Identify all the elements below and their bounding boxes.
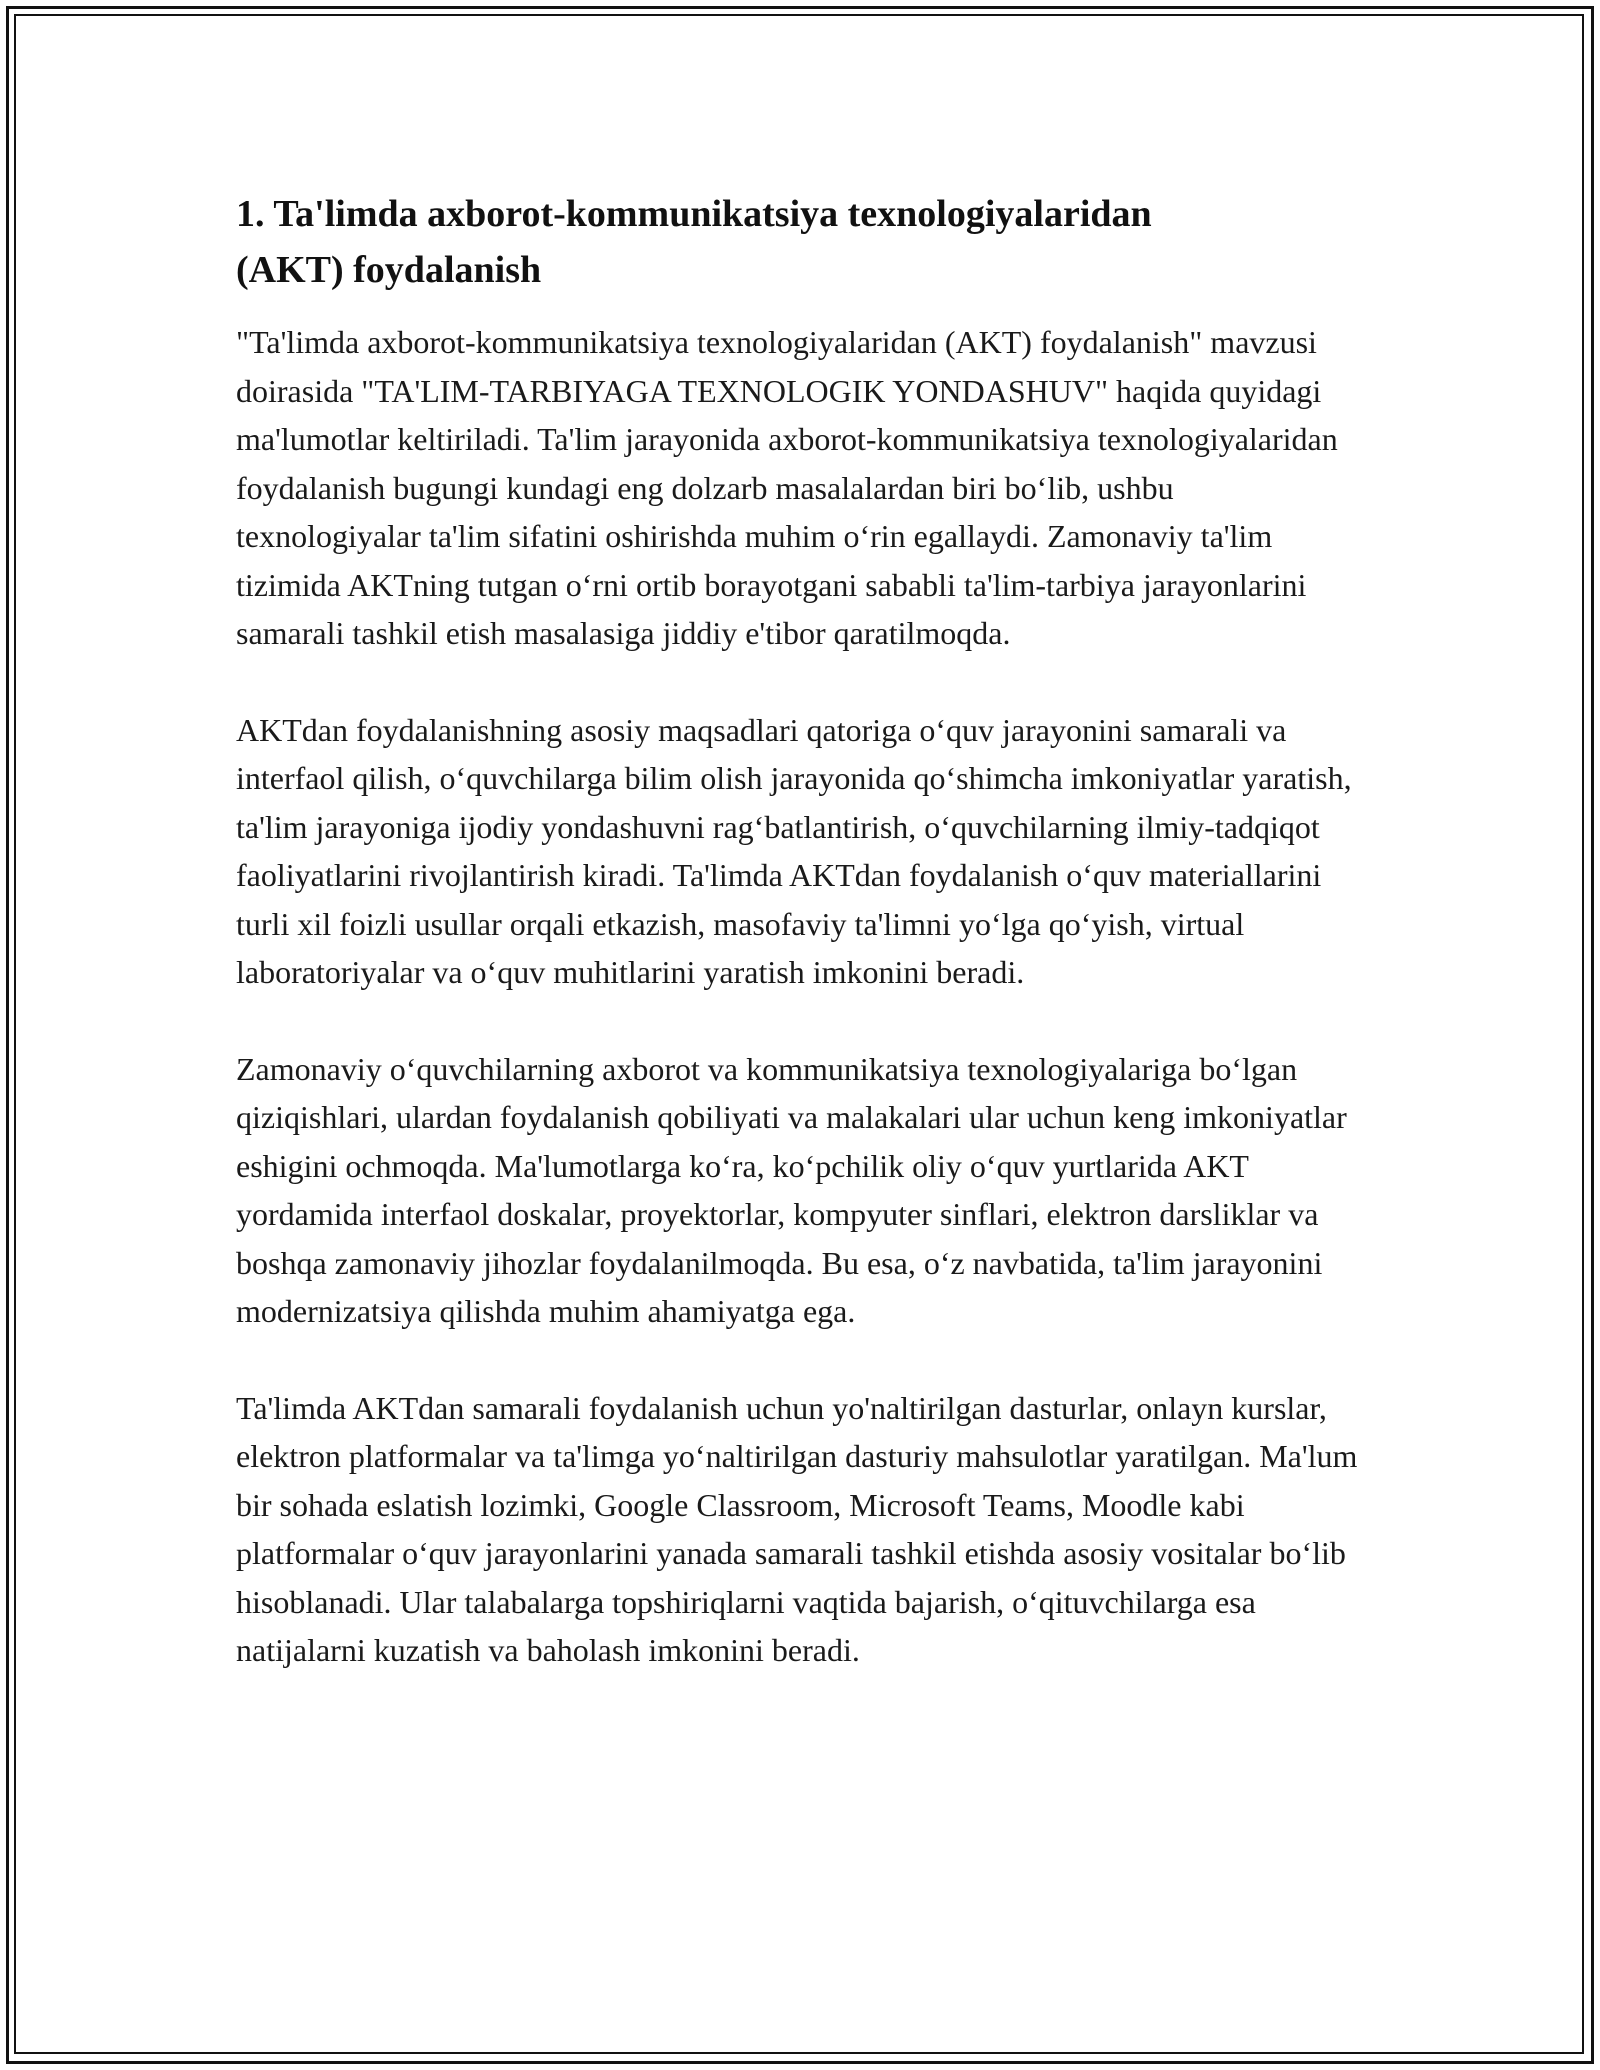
paragraph-3: Zamonaviy o‘quvchilarning axborot va kommunikatsiya texnologiyalariga bo‘lgan qiziqishlari, ulardan foydalanish qobiliyati va malakalari ular uchun keng imkoniyatlar eshigini ochmoqda. Ma'lumotlarga ko‘ra, ko‘pchilik oliy o‘quv yurtlarida AKT yordamida interfaol doskalar, proyektorlar, kompyuter sinflari, elektron darsliklar va boshqa zamonaviy jihozlar foydalanilmoqda. Bu esa, o‘z navbatida, ta'lim jarayonini modernizatsiya qilishda muhim ahamiyatga ega. xyxy=(236,1050,1347,1329)
section-heading xyxy=(236,186,1366,298)
paragraph-2: AKTdan foydalanishning asosiy maqsadlari qatoriga o‘quv jarayonini samarali va interfaol qilish, o‘quvchilarga bilim olish jarayonida qo‘shimcha imkoniyatlar yaratish, ta'lim jarayoniga ijodiy yondashuvni rag‘batlantirish, o‘quvchilarning ilmiy-tadqiqot faoliyatlarini rivojlantirish kiradi. Ta'limda AKTdan foydalanish o‘quv materiallarini turli xil foizli usullar orqali etkazish, masofaviy ta'limni yo‘lga qo‘yish, virtual laboratoriyalar va o‘quv muhitlarini yaratish imkonini beradi. xyxy=(236,711,1352,990)
section-heading-line-2: (AKT) foydalanish xyxy=(236,249,542,291)
paragraph-4: Ta'limda AKTdan samarali foydalanish uchun yo'naltirilgan dasturlar, onlayn kurslar, elektron platformalar va ta'limga yo‘naltirilgan dasturiy mahsulotlar yaratilgan. Ma'lum bir sohada eslatish lozimki, Google Classroom, Microsoft Teams, Moodle kabi platformalar o‘quv jarayonlarini yanada samarali tashkil etishda asosiy vositalar bo‘lib hisoblanadi. Ular talabalarga topshiriqlarni vaqtida bajarish, o‘qituvchilarga esa natijalarni kuzatish va baholash imkonini beradi. xyxy=(236,1389,1358,1668)
section-heading-line-1: 1. Ta'limda axborot-kommunikatsiya texnologiyalaridan xyxy=(236,193,1152,235)
document-body xyxy=(236,186,1366,1675)
paragraph-1: "Ta'limda axborot-kommunikatsiya texnologiyalaridan (AKT) foydalanish" mavzusi doirasida "TA'LIM-TARBIYAGA TEXNOLOGIK YONDASHUV" haqida quyidagi ma'lumotlar keltiriladi. Ta'lim jarayonida axborot-kommunikatsiya texnologiyalaridan foydalanish bugungi kundagi eng dolzarb masalalardan biri bo‘lib, ushbu texnologiyalar ta'lim sifatini oshirishda muhim o‘rin egallaydi. Zamonaviy ta'lim tizimida AKTning tutgan o‘rni ortib borayotgani sababli ta'lim-tarbiya jarayonlarini samarali tashkil etish masalasiga jiddiy e'tibor qaratilmoqda. xyxy=(236,324,1338,651)
